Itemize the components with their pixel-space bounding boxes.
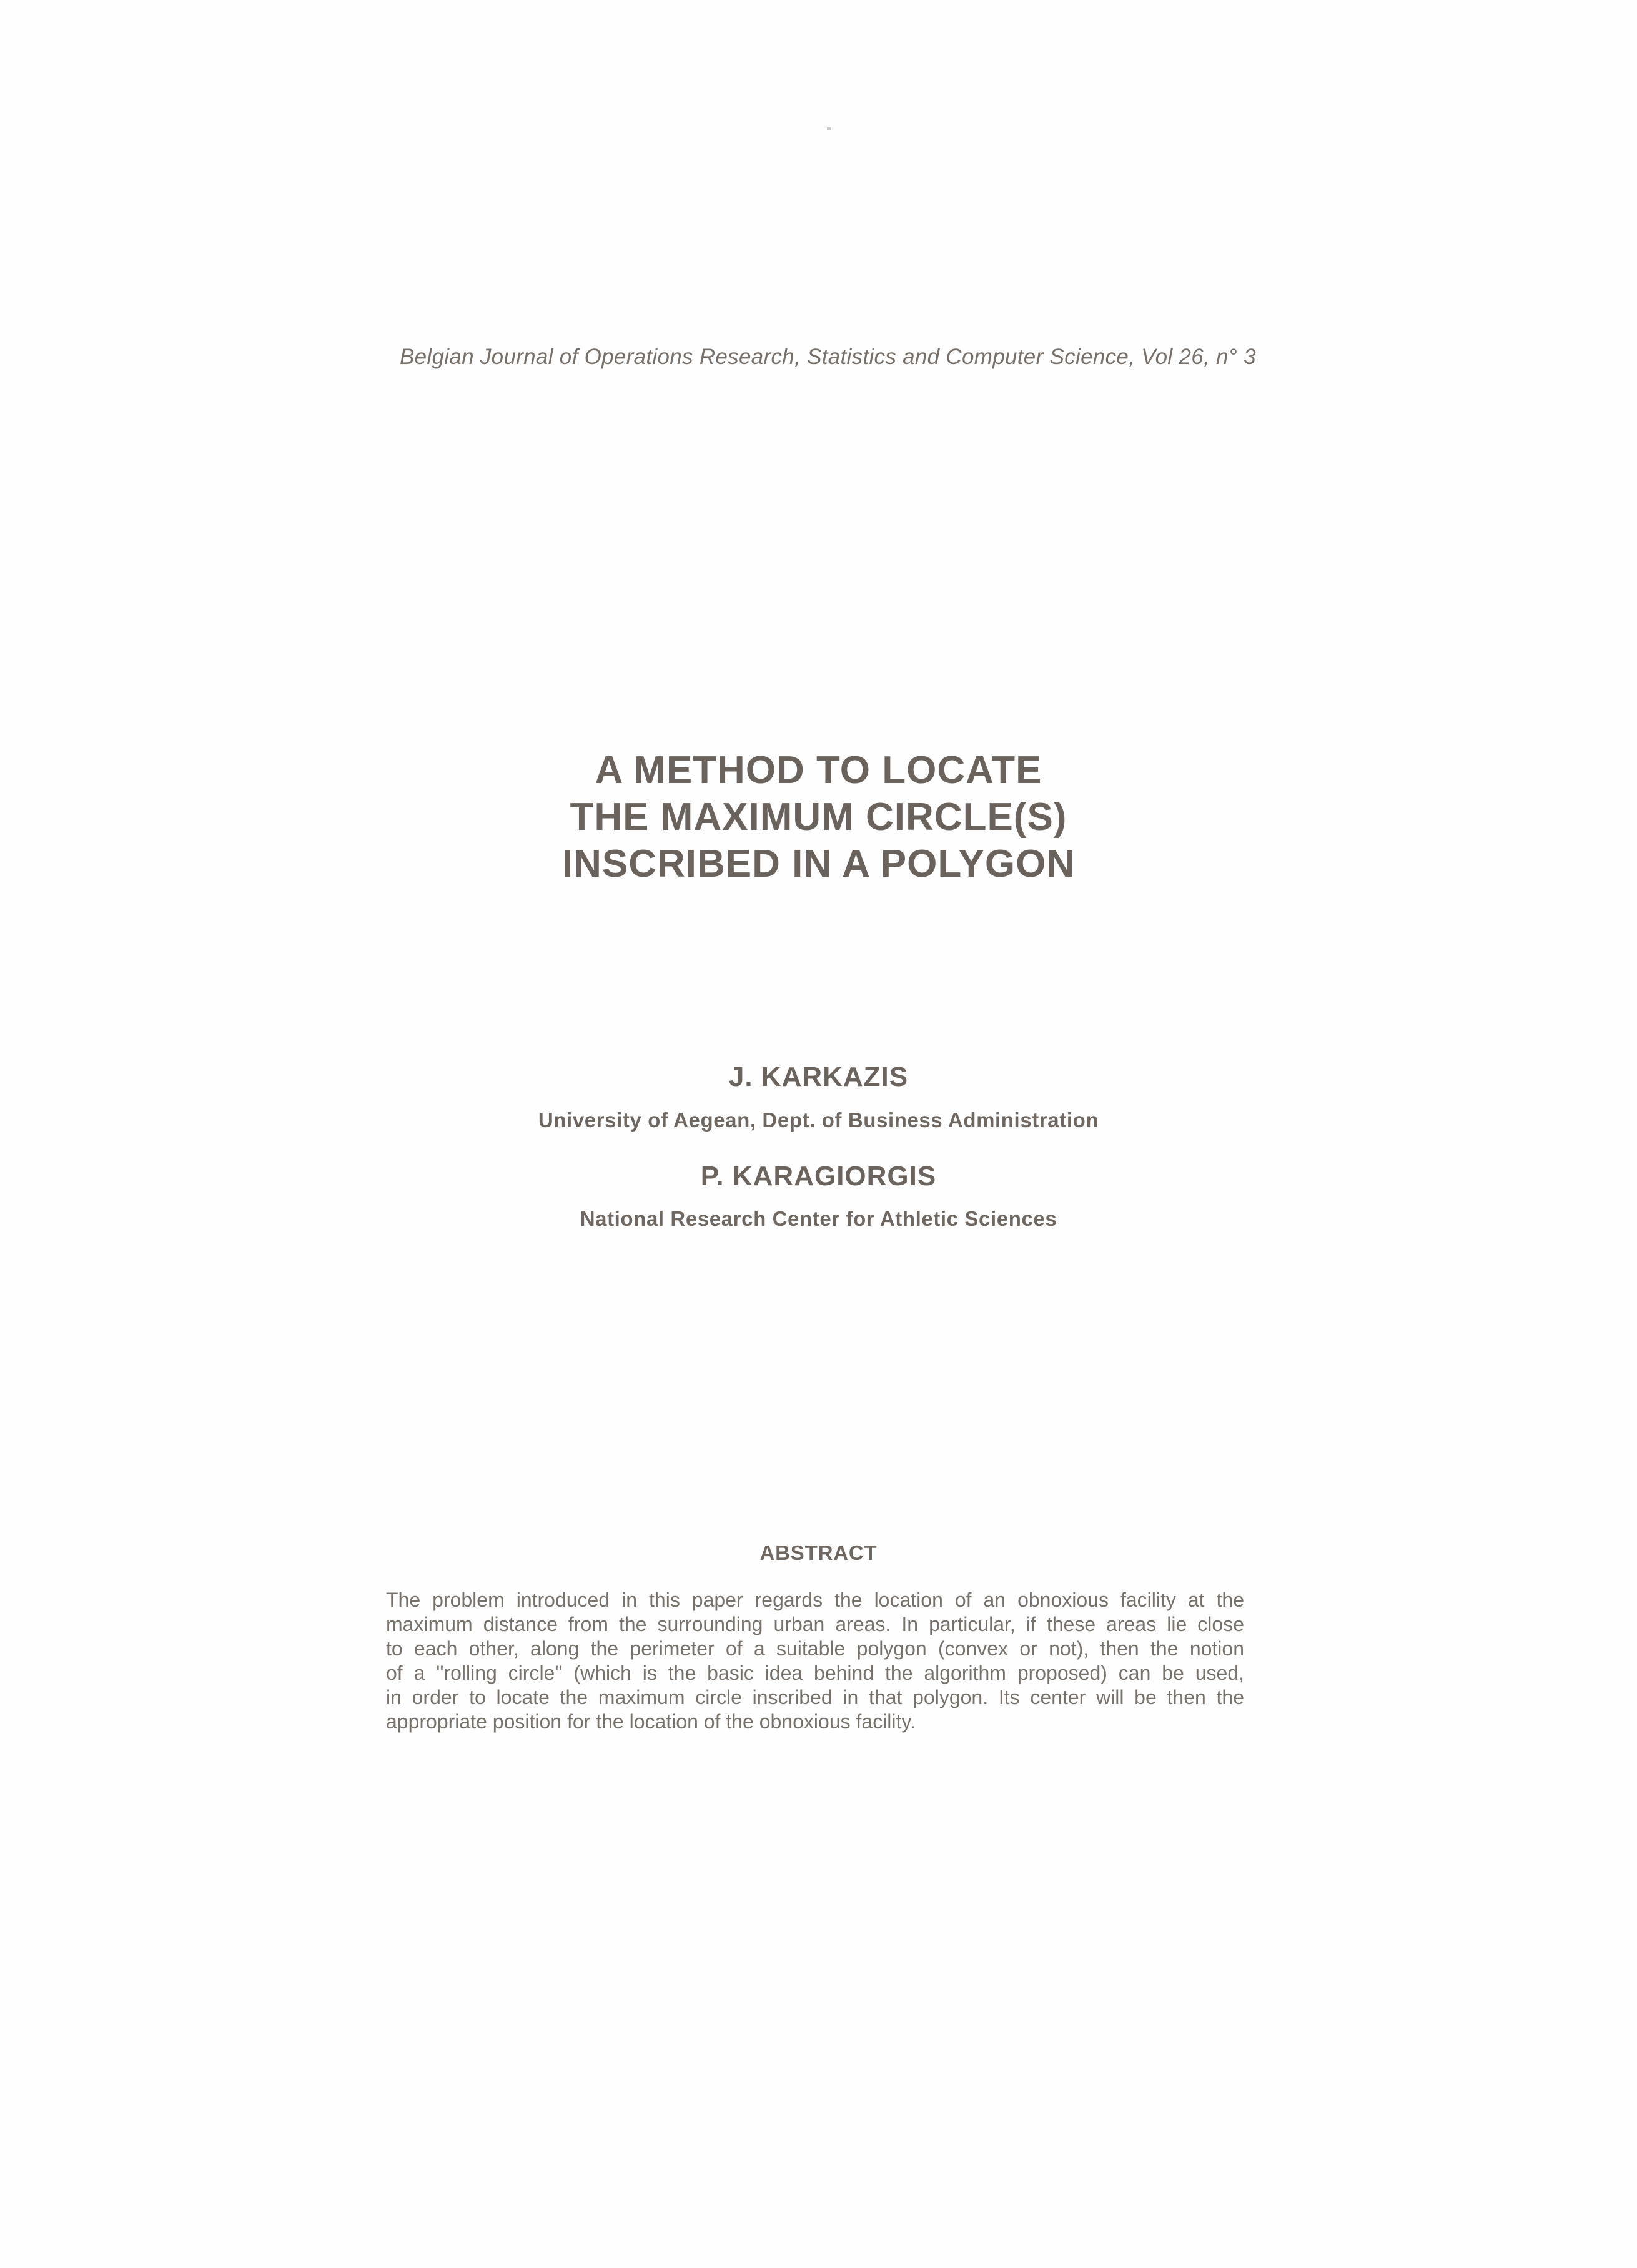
abstract-line: in order to locate the maximum circle inscribed in that polygon. Its center will be then the <box>386 1686 1244 1708</box>
abstract-line: appropriate position for the location of the obnoxious facility. <box>386 1710 916 1733</box>
title-line: A METHOD TO LOCATE <box>595 749 1042 792</box>
author-name: P. KARAGIORGIS <box>700 1161 937 1191</box>
scan-speck <box>827 127 831 130</box>
author-affiliation: University of Aegean, Dept. of Business Administration <box>538 1108 1099 1132</box>
title-line: INSCRIBED IN A POLYGON <box>561 842 1076 885</box>
abstract-text <box>386 1588 1244 1734</box>
abstract-line: to each other, along the perimeter of a suitable polygon (convex or not), then the notion <box>386 1637 1244 1660</box>
abstract-line: of a ''rolling circle'' (which is the basic idea behind the algorithm proposed) can be used, <box>386 1662 1244 1684</box>
paper-title <box>0 747 1637 887</box>
abstract-line: The problem introduced in this paper regards the location of an obnoxious facility at the <box>386 1589 1244 1611</box>
author-affiliation: National Research Center for Athletic Sciences <box>580 1207 1057 1230</box>
author-name: J. KARKAZIS <box>728 1062 909 1092</box>
title-line: THE MAXIMUM CIRCLE(S) <box>570 796 1067 839</box>
abstract-heading: ABSTRACT <box>759 1541 878 1564</box>
journal-header: Belgian Journal of Operations Research, Statistics and Computer Science, Vol 26, n° 3 <box>400 345 1256 369</box>
abstract-line: maximum distance from the surrounding urban areas. In particular, if these areas lie close <box>386 1613 1244 1635</box>
